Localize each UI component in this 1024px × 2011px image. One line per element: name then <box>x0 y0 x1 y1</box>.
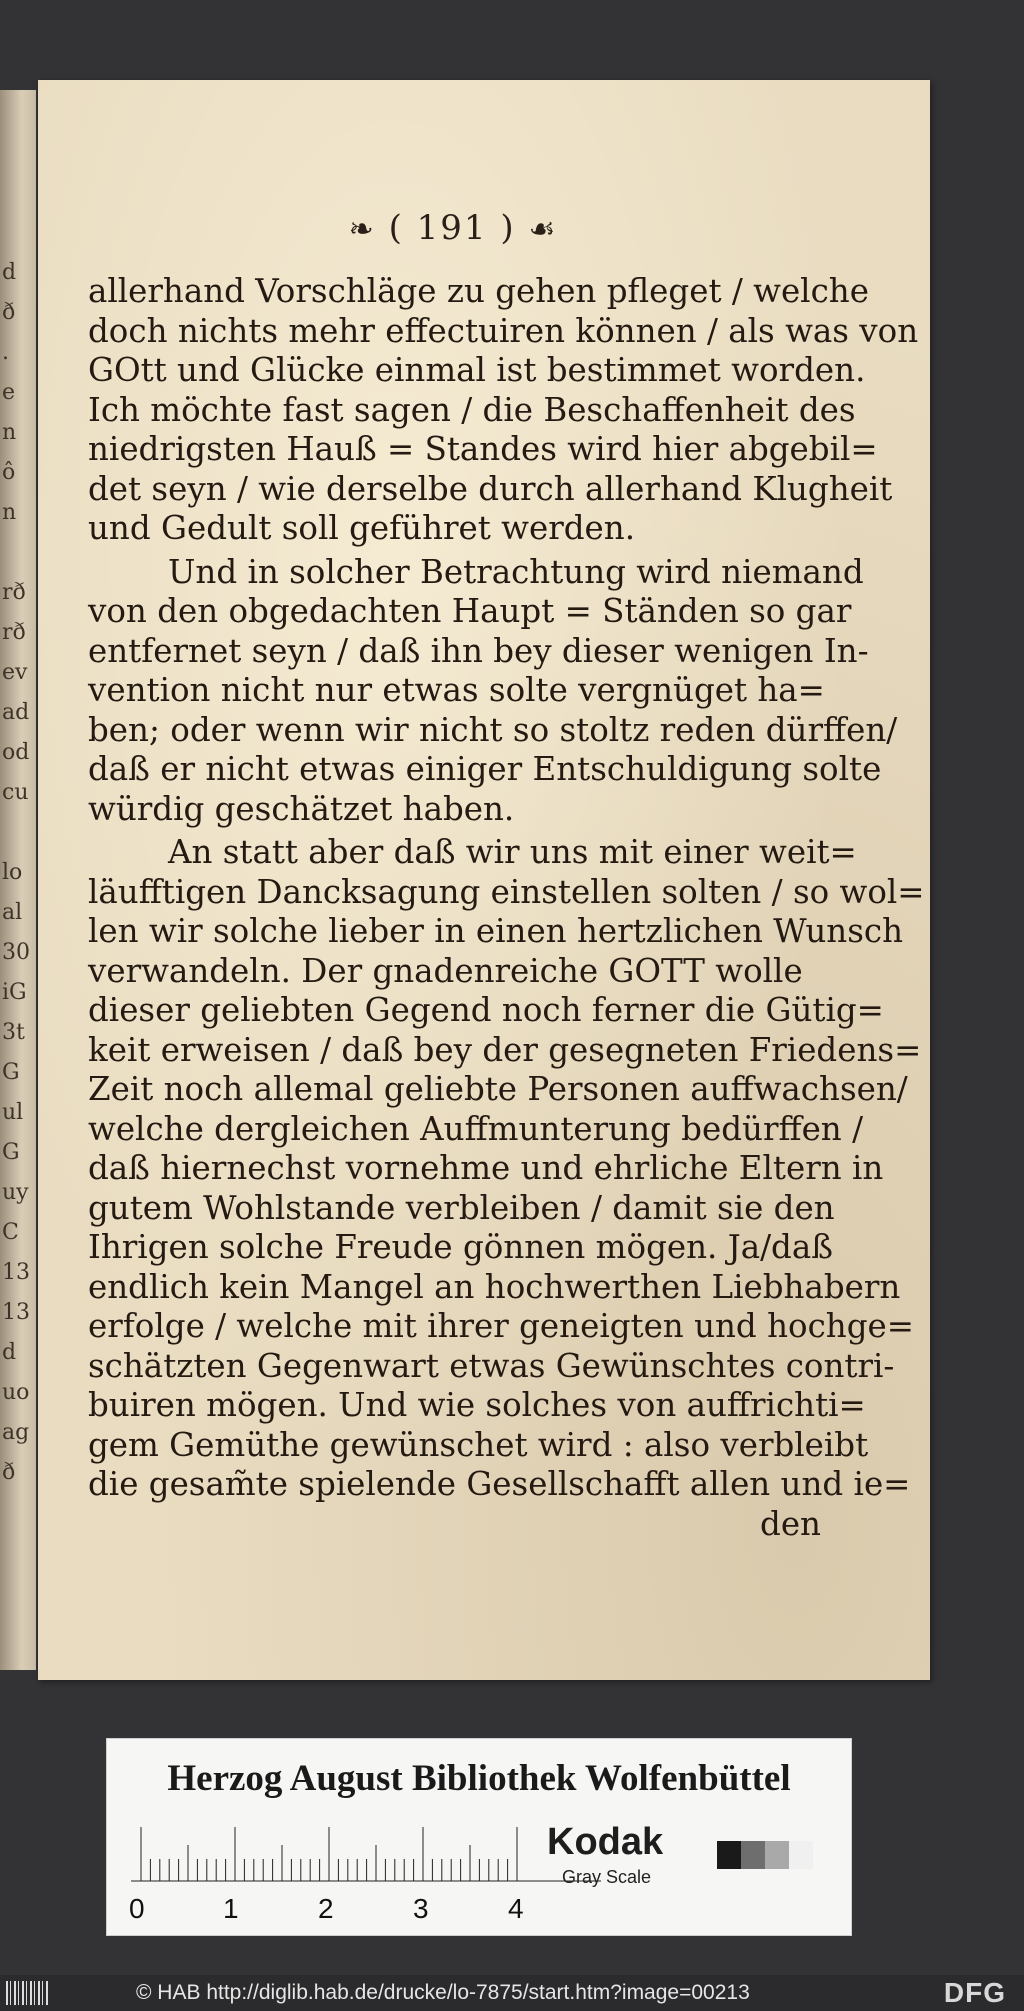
text-line: GOtt und Glücke einmal ist bestimmet worden. <box>88 351 866 389</box>
ruler-label: 2 <box>318 1893 334 1924</box>
text-line: endlich kein Mangel an hochwerthen Liebhabern <box>88 1267 901 1306</box>
swatch-light-gray <box>765 1841 789 1869</box>
page-text <box>88 272 925 1548</box>
text-line: dieser geliebten Gegend noch ferner die Gütig= <box>88 991 884 1029</box>
text-line: schätzten Gegenwart etwas Gewünschtes contri- <box>88 1346 895 1385</box>
text-line: die gesam̃te spielende Gesellschafft allen und ie= <box>88 1465 911 1503</box>
text-line: erfolge / welche mit ihrer geneigten und hochge= <box>88 1307 914 1345</box>
text-line: Ihrigen solche Freude gönnen mögen. Ja/daß <box>88 1228 833 1266</box>
measurement-ruler <box>131 1825 601 1883</box>
text-line: von den obgedachten Haupt = Ständen so gar <box>88 592 852 630</box>
text-line: len wir solche lieber in einen hertzlichen Wunsch <box>88 912 904 950</box>
color-calibration-card <box>106 1738 852 1936</box>
library-name: Herzog August Bibliothek Wolfenbüttel <box>167 1758 791 1799</box>
adjacent-page-letters: d ð . e n ô n rð rð ev ad od cu lo al 30 iG 3t G ul G uy C 13 13 d uo ag ð <box>2 260 30 1485</box>
text-line: Und in solcher Betrachtung wird niemand <box>168 552 864 591</box>
text-line: ben; oder wenn wir nicht so stoltz reden dürffen/ <box>88 710 898 749</box>
adjacent-page-edge <box>0 90 36 1670</box>
ruler-label: 0 <box>129 1893 145 1924</box>
footer-bar <box>0 1975 1024 2011</box>
text-line: vention nicht nur etwas solte vergnüget ha= <box>88 671 825 709</box>
swatch-black <box>717 1841 741 1869</box>
dfg-logo: DFG <box>943 1977 1006 2008</box>
kodak-logo: Kodak <box>547 1821 664 1863</box>
text-line: doch nichts mehr effectuiren können / als was von <box>88 311 919 350</box>
gray-swatches <box>717 1841 813 1869</box>
right-ornament-icon: ☙ <box>528 212 558 247</box>
text-line: daß er nicht etwas einiger Entschuldigung solte <box>88 750 882 788</box>
text-line: allerhand Vorschläge zu gehen pfleget / welche <box>88 272 869 310</box>
ruler-labels <box>123 1893 643 1929</box>
text-line: läufftigen Dancksagung einstellen solten / so wol= <box>88 872 925 911</box>
barcode-icon <box>6 1981 48 2005</box>
paragraph-2 <box>88 552 898 830</box>
text-line: An statt aber daß wir uns mit einer weit= <box>168 833 857 871</box>
text-line: niedrigsten Hauß = Standes wird hier abgebil= <box>88 430 878 468</box>
left-ornament-icon: ❧ <box>348 212 376 247</box>
swatch-dark-gray <box>741 1841 765 1869</box>
text-line: det seyn / wie derselbe durch allerhand Klugheit <box>88 469 893 508</box>
text-line: und Gedult soll geführet werden. <box>88 509 636 547</box>
text-line: keit erweisen / daß bey der gesegneten Friedens= <box>88 1030 922 1069</box>
text-line: verwandeln. Der gnadenreiche GOTT wolle <box>88 951 803 990</box>
gray-scale-label: Gray Scale <box>562 1867 652 1887</box>
paragraph-1 <box>88 272 919 549</box>
text-line: gem Gemüthe gewünschet wird : also verbleibt <box>88 1425 869 1464</box>
ruler-label: 3 <box>413 1893 429 1924</box>
text-line: Zeit noch allemal geliebte Personen auffwachsen/ <box>88 1070 908 1108</box>
text-line: entfernet seyn / daß ihn bey dieser wenigen In- <box>88 631 869 670</box>
page-number-header <box>318 208 588 248</box>
text-line: gutem Wohlstande verbleiben / damit sie den <box>88 1188 835 1227</box>
page-number: ( 191 ) <box>388 208 516 248</box>
text-line: buiren mögen. Und wie solches von auffrichti= <box>88 1386 866 1424</box>
catchword: den <box>760 1504 821 1543</box>
text-line: Ich möchte fast sagen / die Beschaffenheit des <box>88 390 856 429</box>
ruler-label: 4 <box>508 1893 524 1924</box>
copyright-link[interactable]: © HAB http://diglib.hab.de/drucke/lo-7875/start.htm?image=00213 <box>136 1981 750 2004</box>
text-line: welche dergleichen Auffmunterung bedürffen / <box>88 1109 864 1148</box>
book-page <box>38 80 930 1680</box>
text-line: würdig geschätzet haben. <box>88 789 515 828</box>
text-line: daß hiernechst vornehme und ehrliche Eltern in <box>88 1149 884 1187</box>
paragraph-3 <box>88 833 925 1544</box>
swatch-white <box>789 1841 813 1869</box>
ruler-label: 1 <box>223 1893 239 1924</box>
